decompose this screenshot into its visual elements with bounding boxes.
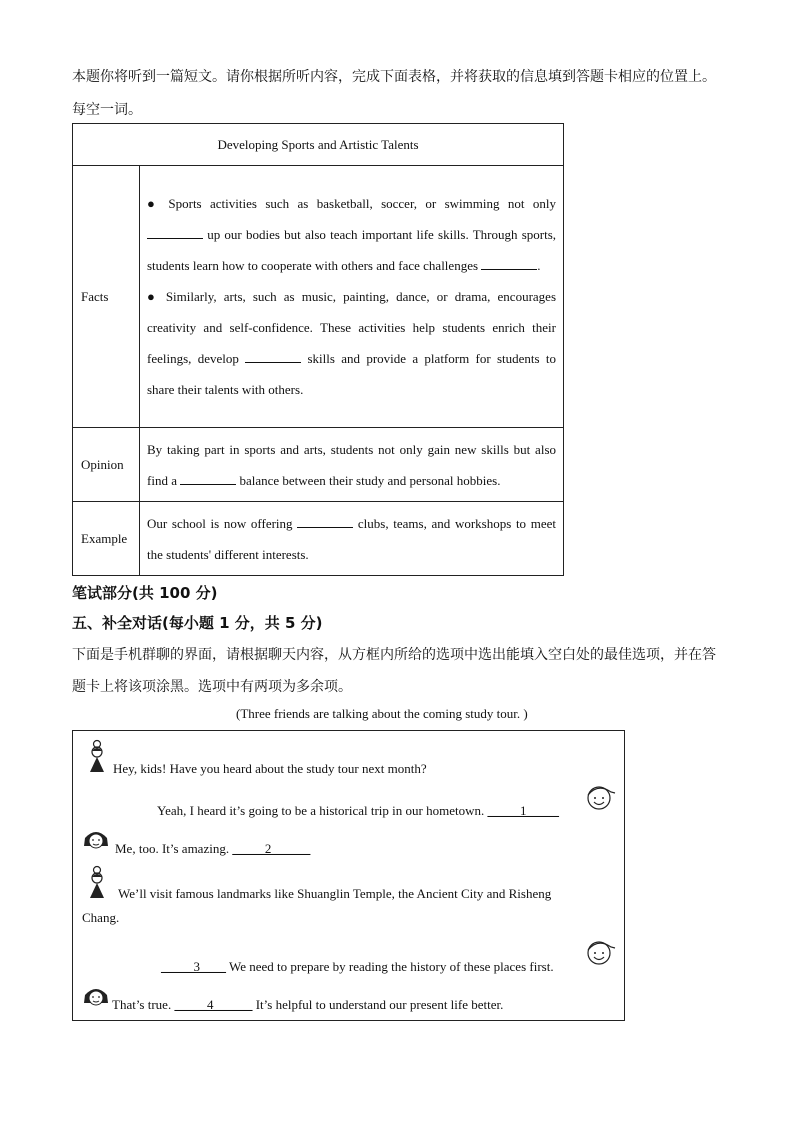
example-label: Example — [73, 502, 140, 576]
answer-blank[interactable] — [180, 472, 236, 485]
facts-content — [140, 166, 564, 428]
facts-text-1c: . — [537, 258, 541, 273]
opinion-label: Opinion — [73, 428, 140, 502]
example-content — [140, 502, 564, 576]
chat-message-6 — [112, 997, 503, 1013]
part5-heading: 五、补全对话(每小题 1 分，共 5 分) — [72, 614, 323, 632]
answer-blank[interactable] — [245, 350, 301, 363]
chat-blank-1[interactable]: _____1_____ — [487, 803, 559, 818]
chat-text: Yeah, I heard it’s going to be a historical trip in our hometown. — [157, 803, 485, 818]
chat-message-4: We’ll visit famous landmarks like Shuanglin Temple, the Ancient City and Risheng — [118, 886, 552, 901]
example-text-a: Our school is now offering — [147, 515, 293, 531]
writing-instruction-line1: 下面是手机群聊的界面，请根据聊天内容，从方框内所给的选项中选出能填入空白处的最佳选项，并在答 — [72, 647, 716, 663]
listening-instruction-line2: 每空一词。 — [72, 102, 142, 118]
facts-text-2b: skills and provide a platform for students to share their talents with others. — [147, 351, 557, 397]
facts-text-1b: up our bodies but also teach important life skills. Through sports, students learn how to cooperate with others and face challenges — [147, 227, 556, 273]
chat-blank-3[interactable]: _____3____ — [161, 959, 226, 974]
chat-caption: (Three friends are talking about the coming study tour. ) — [236, 706, 528, 721]
chat-message-1: Hey, kids! Have you heard about the study tour next month? — [113, 761, 427, 776]
chat-blank-2[interactable]: _____2______ — [232, 841, 311, 856]
chat-message-3 — [115, 841, 310, 857]
writing-instruction-line2: 题卡上将该项涂黑。选项中有两项为多余项。 — [72, 679, 352, 695]
boy-avatar-icon — [584, 936, 616, 968]
opinion-text-b: balance between their study and personal hobbies. — [239, 472, 501, 488]
chat-text: That’s true. — [112, 997, 172, 1012]
listening-instruction-line1: 本题你将听到一篇短文。请你根据所听内容，完成下面表格，并将获取的信息填到答题卡相应的位置上。 — [72, 69, 716, 85]
teacher-avatar-icon — [87, 739, 107, 775]
opinion-content — [140, 428, 564, 502]
bullet-icon: ● — [147, 289, 159, 304]
opinion-text-a: By taking part in sports and arts, students not only gain new skills but also find a — [147, 441, 556, 488]
chat-message-2 — [157, 803, 559, 819]
chat-message-4-cont: Chang. — [82, 910, 120, 925]
chat-message-5 — [161, 959, 554, 975]
boy-avatar-icon — [584, 781, 616, 813]
bullet-icon: ● — [147, 196, 160, 211]
girl-avatar-icon — [82, 828, 110, 852]
facts-label: Facts — [73, 166, 140, 428]
written-part-heading: 笔试部分(共 100 分) — [72, 584, 218, 602]
example-text-b: clubs, teams, and workshops to meet the students' different interests. — [147, 515, 556, 562]
info-table — [72, 123, 564, 576]
answer-blank[interactable] — [297, 515, 353, 528]
chat-text: It’s helpful to understand our present life better. — [255, 997, 504, 1012]
teacher-avatar-icon — [87, 865, 107, 901]
chat-text: Me, too. It’s amazing. — [115, 841, 230, 856]
facts-text-2a: Similarly, arts, such as music, painting, dance, or drama, encourages creativity and self-confidence. These activities help students enrich their feelings, develop — [147, 289, 557, 366]
answer-blank[interactable] — [481, 257, 537, 270]
answer-blank[interactable] — [147, 226, 203, 239]
chat-box — [72, 730, 625, 1021]
table-title: Developing Sports and Artistic Talents — [73, 124, 564, 166]
chat-text: We need to prepare by reading the history of these places first. — [229, 959, 554, 974]
facts-text-1a: Sports activities such as basketball, soccer, or swimming not only — [168, 196, 557, 211]
chat-blank-4[interactable]: _____4______ — [174, 997, 253, 1012]
girl-avatar-icon — [82, 985, 110, 1009]
